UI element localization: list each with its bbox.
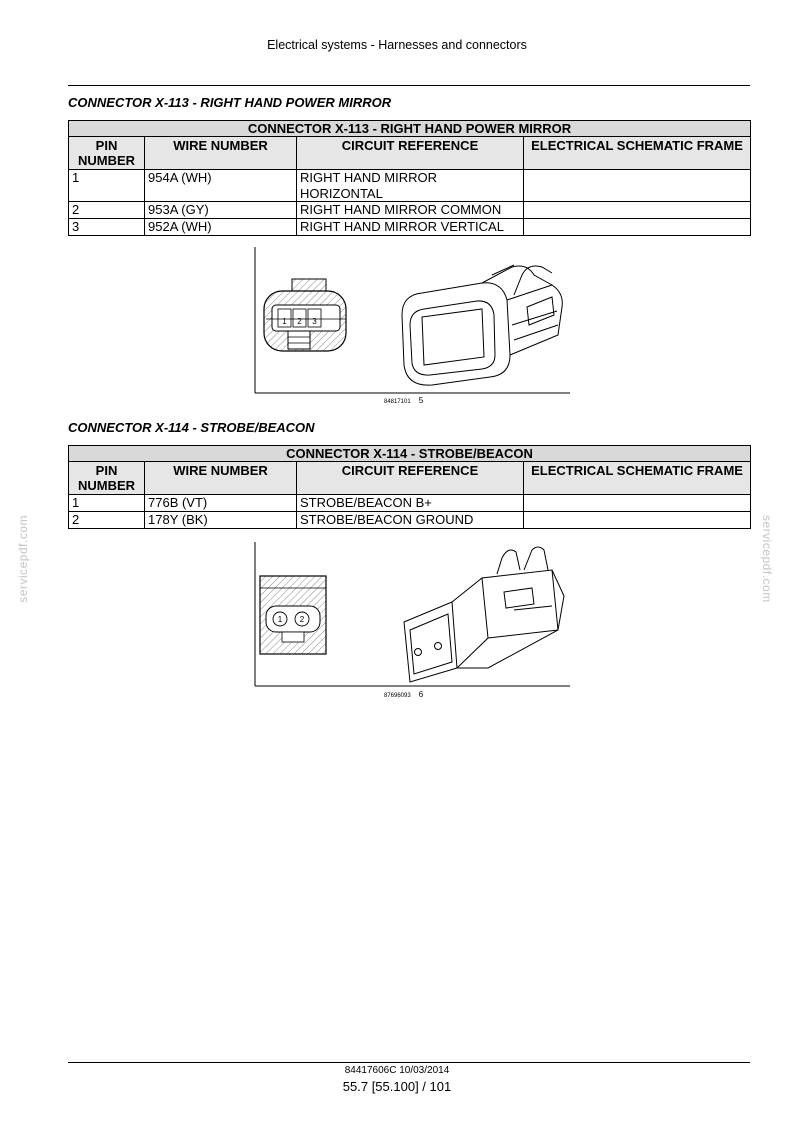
connector-table-x114 — [68, 445, 751, 529]
connector-drawing-x114 — [252, 540, 572, 690]
connector-face-view — [260, 576, 326, 654]
watermark-left: servicepdf.com — [16, 515, 30, 603]
pin-label: 1 — [277, 615, 283, 624]
frame-cell — [524, 219, 751, 236]
watermark-right: servicepdf.com — [760, 515, 774, 603]
circuit-cell: STROBE/BEACON GROUND — [297, 512, 524, 529]
column-header-circuit: CIRCUIT REFERENCE — [297, 137, 524, 170]
figure-code: 84817101 — [384, 399, 411, 405]
column-header-frame: ELECTRICAL SCHEMATIC FRAME — [524, 462, 751, 495]
pin-cell: 3 — [69, 219, 145, 236]
header-rule — [68, 85, 750, 86]
table-caption: CONNECTOR X-113 - RIGHT HAND POWER MIRROR — [69, 121, 751, 137]
column-header-frame: ELECTRICAL SCHEMATIC FRAME — [524, 137, 751, 170]
wire-cell: 953A (GY) — [145, 202, 297, 219]
wire-cell: 954A (WH) — [145, 170, 297, 202]
footer-rule — [68, 1062, 750, 1063]
frame-cell — [524, 512, 751, 529]
pin-cell: 1 — [69, 170, 145, 202]
table-caption: CONNECTOR X-114 - STROBE/BEACON — [69, 446, 751, 462]
connector-isometric-view — [402, 265, 562, 385]
pin-cell: 2 — [69, 512, 145, 529]
frame-cell — [524, 202, 751, 219]
circuit-cell: RIGHT HAND MIRROR VERTICAL — [297, 219, 524, 236]
circuit-cell: STROBE/BEACON B+ — [297, 495, 524, 512]
figure-code: 87696093 — [384, 693, 411, 699]
section-title-x114: CONNECTOR X-114 - STROBE/BEACON — [68, 420, 315, 435]
table-row — [69, 495, 751, 512]
frame-cell — [524, 170, 751, 202]
connector-table-x113 — [68, 120, 751, 236]
column-header-wire: WIRE NUMBER — [145, 462, 297, 495]
pin-cell: 1 — [69, 495, 145, 512]
connector-drawing-x113 — [252, 245, 572, 395]
wire-cell: 776B (VT) — [145, 495, 297, 512]
wire-cell: 952A (WH) — [145, 219, 297, 236]
footer-doc-id: 84417606C 10/03/2014 — [344, 1065, 450, 1076]
frame-cell — [524, 495, 751, 512]
connector-face-view — [264, 279, 346, 351]
pin-label: 2 — [299, 615, 305, 624]
column-header-pin: PIN NUMBER — [69, 137, 145, 170]
circuit-cell: RIGHT HAND MIRROR COMMON — [297, 202, 524, 219]
figure-number: 6 — [418, 690, 424, 699]
table-row — [69, 202, 751, 219]
table-row — [69, 512, 751, 529]
pin-label: 2 — [297, 317, 302, 326]
page-header: Electrical systems - Harnesses and connectors — [267, 38, 527, 52]
pin-cell: 2 — [69, 202, 145, 219]
footer-page-number: 55.7 [55.100] / 101 — [342, 1079, 452, 1094]
pin-label: 3 — [312, 317, 317, 326]
section-title-x113: CONNECTOR X-113 - RIGHT HAND POWER MIRROR — [68, 95, 392, 110]
column-header-circuit: CIRCUIT REFERENCE — [297, 462, 524, 495]
figure-number: 5 — [418, 396, 424, 405]
connector-isometric-view — [404, 547, 564, 682]
table-row — [69, 170, 751, 202]
table-row — [69, 219, 751, 236]
column-header-wire: WIRE NUMBER — [145, 137, 297, 170]
wire-cell: 178Y (BK) — [145, 512, 297, 529]
pin-label: 1 — [282, 317, 287, 326]
column-header-pin: PIN NUMBER — [69, 462, 145, 495]
figure-caption-6 — [384, 690, 423, 699]
circuit-cell: RIGHT HAND MIRROR HORIZONTAL — [297, 170, 524, 202]
figure-caption-5 — [384, 396, 423, 405]
